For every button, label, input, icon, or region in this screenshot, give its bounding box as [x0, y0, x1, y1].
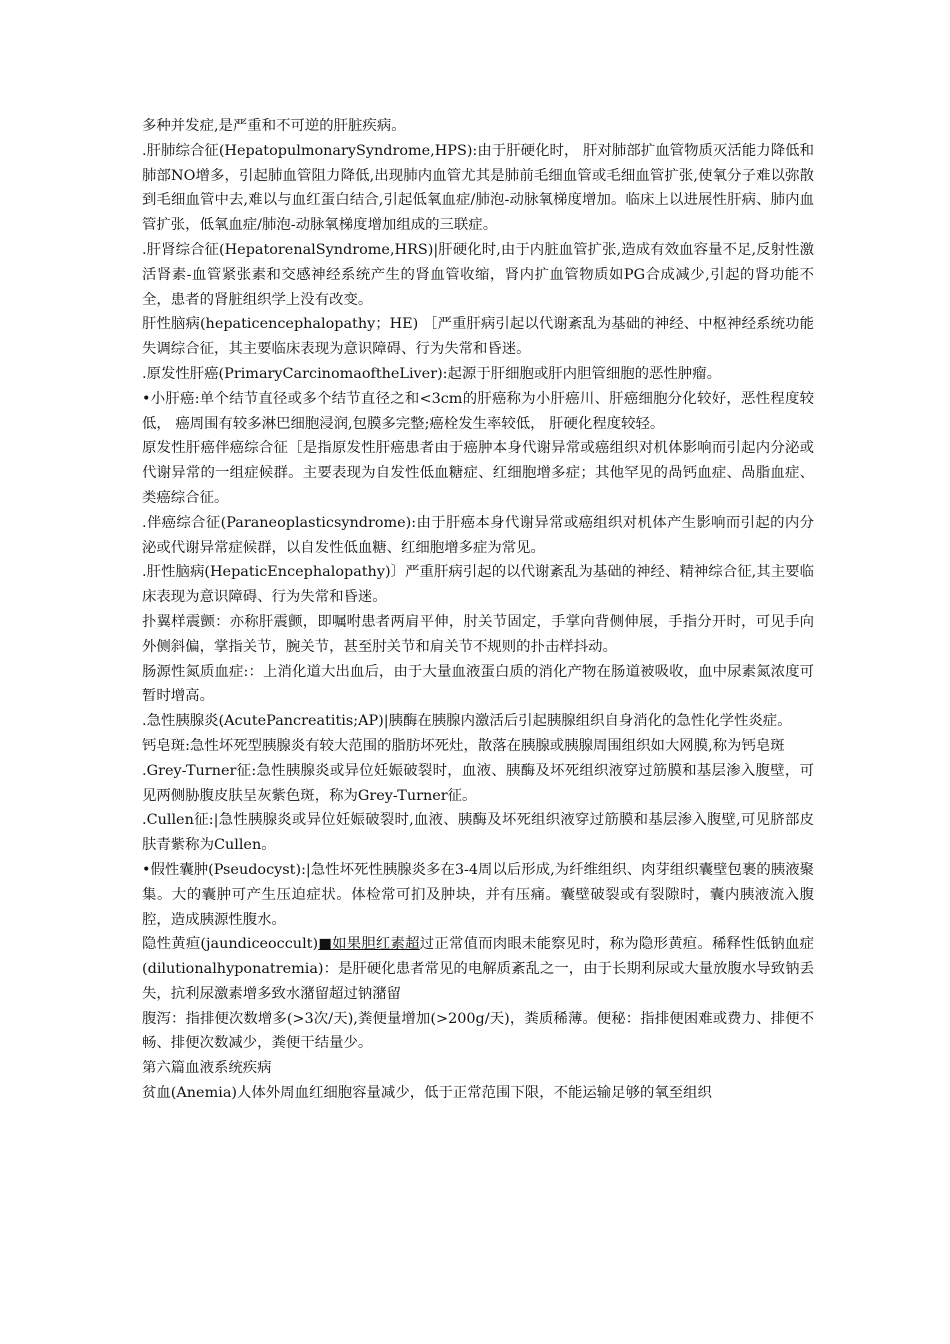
paragraph: .急性胰腺炎(AcutePancreatitis;AP)|胰酶在胰腺内激活后引起胰腺组织自身消化的急性化学性炎症。 — [142, 713, 792, 730]
paragraph: 钙皂斑:急性坏死型胰腺炎有较大范围的脂肪坏死灶，散落在胰腺或胰腺周围组织如大网膜,称为钙皂斑 — [142, 737, 785, 754]
paragraph: 肠源性氮质血症:：上消化道大出血后，由于大量血液蛋白质的消化产物在肠道被吸收，血中尿素氮浓度可暂时增高。 — [142, 663, 814, 705]
paragraph: .肝性脑病(HepaticEncephalopathy)〕严重肝病引起的以代谢紊乱为基础的神经、精神综合征,其主要临床表现为意识障碍、行为失常和昏迷。 — [142, 564, 814, 606]
section-heading: 第六篇血液系统疾病 — [142, 1060, 272, 1077]
paragraph: 贫血(Anemia)人体外周血红细胞容量减少，低于正常范围下限，不能运输足够的氧至组织 — [142, 1085, 712, 1102]
paragraph: .肝肾综合征(HepatorenalSyndrome,HRS)|肝硬化时,由于内脏血管扩张,造成有效血容量不足,反射性激活肾素-血管紧张素和交感神经系统产生的肾血管收缩，肾内扩血管物质如PG合成减少,引起的肾功能不全，患者的肾脏组织学上没有改变。 — [142, 241, 814, 308]
paragraph: 肝性脑病(hepaticencephalopathy；HE) ［严重肝病引起以代谢紊乱为基础的神经、中枢神经系统功能失调综合征，其主要临床表现为意识障碍、行为失常和昏迷。 — [142, 316, 814, 358]
paragraph: 扑翼样震颤：亦称肝震颤，即嘱咐患者两肩平伸，肘关节固定，手掌向背侧伸展，手指分开时，可见手向外侧斜偏，掌指关节，腕关节，甚至肘关节和肩关节不规则的扑击样抖动。 — [142, 613, 814, 655]
jaundice-definition: 过正常值而肉眼未能察见时，称为隐形黄疸。稀释性低钠血症(dilutionalhyponatremia)：是肝硬化患者常见的电解质紊乱之一，由于长期利尿或大量放腹水导致钠丢失，抗利尿激素增多致水潴留超过钠潴留 — [142, 936, 814, 1002]
paragraph: .原发性肝癌(PrimaryCarcinomaoftheLiver):起源于肝细胞或肝内胆管细胞的恶性肿瘤。 — [142, 365, 721, 382]
document-page — [142, 114, 814, 1106]
paragraph: 腹泻：指排便次数增多(>3次/天),粪便量增加(>200g/天)，粪质稀薄。便秘：指排便困难或费力、排便不畅、排便次数减少，粪便干结量少。 — [142, 1010, 814, 1052]
paragraph: .Cullen征:|急性胰腺炎或异位妊娠破裂时,血液、胰酶及坏死组织液穿过筋膜和基层渗入腹壁,可见脐部皮肤青紫称为Cullen。 — [142, 812, 814, 854]
underlined-text: ■如果胆红素超 — [318, 936, 420, 953]
paragraph: .Grey-Turner征:急性胰腺炎或异位妊娠破裂时，血液、胰酶及坏死组织液穿过筋膜和基层渗入腹壁，可见两侧胁腹皮肤呈灰紫色斑，称为Grey-Turner征。 — [142, 762, 814, 804]
paragraph: 原发性肝癌伴癌综合征［是指原发性肝癌患者由于癌肿本身代谢异常或癌组织对机体影响而引起内分泌或代谢异常的一组症候群。主要表现为自发性低血糖症、红细胞增多症；其他罕见的咼钙血症、咼脂血症、类癌综合征。 — [142, 440, 814, 506]
paragraph: •小肝癌:单个结节直径或多个结节直径之和<3cm的肝癌称为小肝癌川、肝癌细胞分化较好，恶性程度较低， 癌周围有较多淋巴细胞浸润,包膜多完整;癌栓发生率较低， 肝硬化程度较轻。 — [142, 390, 814, 432]
paragraph: •假性囊肿(Pseudocyst):|急性坏死性胰腺炎多在3-4周以后形成,为纤维组织、肉芽组织囊壁包裹的胰液聚集。大的囊肿可产生压迫症状。体检常可扪及肿块，并有压痛。囊壁破裂或有裂隙时，囊内胰液流入腹腔，造成胰源性腹水。 — [142, 861, 814, 928]
paragraph: .伴癌综合征(Paraneoplasticsyndrome):由于肝癌本身代谢异常或癌组织对机体产生影响而引起的内分泌或代谢异常症候群，以自发性低血糖、红细胞增多症为常见。 — [142, 514, 814, 556]
paragraph: 多种并发症,是严重和不可逆的肝脏疾病。 — [142, 118, 406, 134]
jaundice-term: 隐性黄疸(jaundiceoccult) — [142, 936, 319, 953]
paragraph-jaundice — [142, 932, 814, 1006]
paragraph: .肝肺综合征(HepatopulmonarySyndrome,HPS):由于肝硬化时， 肝对肺部扩血管物质灭活能力降低和肺部NO增多，引起肺血管阻力降低,出现肺内血管尤其是肺前毛细血管或毛细血管扩张,使氧分子难以弥散到毛细血管中去,难以与血红蛋白结合,引起低氧血症/肺泡-动脉氧梯度增加。临床上以进展性肝病、肺内血管扩张，低氧血症/肺泡-动脉氧梯度增加组成的三联症。 — [142, 142, 814, 234]
